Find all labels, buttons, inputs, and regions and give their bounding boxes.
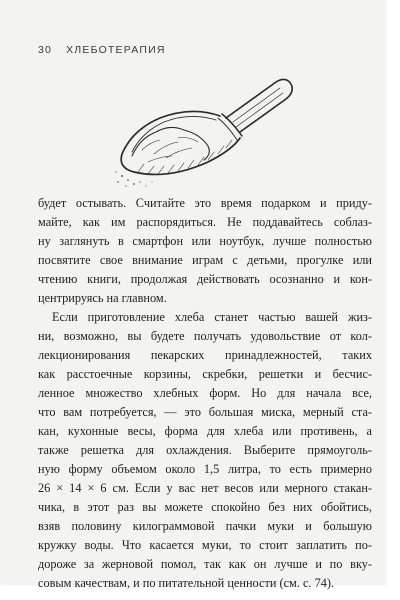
- text-line: что вам потребуется, — это большая миска, мерный ста-: [38, 405, 372, 419]
- text-line: чтению книги, продолжая действовать осознанно и кон-: [38, 272, 372, 286]
- text-line: кан, кухонные весы, форма для хлеба или противень, а: [38, 424, 372, 438]
- text-line: дороже за жерновой помол, так как он лучше и по вку-: [38, 557, 372, 571]
- text-line: лекционирования пекарских принадлежностей, таких: [38, 348, 372, 362]
- text-line: будет остывать. Считайте это время подарком и приду-: [38, 196, 372, 210]
- text-line: 26 × 14 × 6 см. Если у вас нет весов или мерного стакан-: [38, 481, 372, 495]
- text-line: ну заглянуть в смартфон или ноутбук, лучше полностью: [38, 234, 372, 248]
- text-line: совым качествам, и по питательной ценности (см. с. 74).: [38, 576, 335, 590]
- text-line: кружку воды. Что касается муки, то стоит заплатить по-: [38, 538, 372, 552]
- text-line: посвятите свое внимание играм с детьми, прогулке или: [38, 253, 372, 267]
- page-number: 30: [38, 44, 53, 56]
- running-head: [38, 44, 166, 56]
- text-line: ни, возможно, вы будете получать удовольствие от кол-: [38, 329, 372, 343]
- text-line: ную форму объемом около 1,5 литра, то есть примерно: [38, 462, 372, 476]
- text-line: ленное множество хлебных форм. Но для начала все,: [38, 386, 372, 400]
- running-title: ХЛЕБОТЕРАПИЯ: [66, 44, 166, 56]
- text-line: также решетка для охлаждения. Выберите прямоуголь-: [38, 443, 372, 457]
- text-line: чика, в этот раз вы можете спокойно без них обойтись,: [38, 500, 372, 514]
- text-line: майте, как им распорядиться. Не поддавайтесь соблаз-: [38, 215, 372, 229]
- body-text: [38, 194, 372, 593]
- text-line: как расстоечные корзины, скребки, решетки и бесчис-: [38, 367, 372, 381]
- flour-scoop-icon: [108, 72, 298, 190]
- text-line: взяв половину килограммовой пачки муки и большую: [38, 519, 372, 533]
- text-line: центрируясь на главном.: [38, 291, 167, 305]
- text-line: Если приготовление хлеба станет частью вашей жиз-: [52, 310, 372, 324]
